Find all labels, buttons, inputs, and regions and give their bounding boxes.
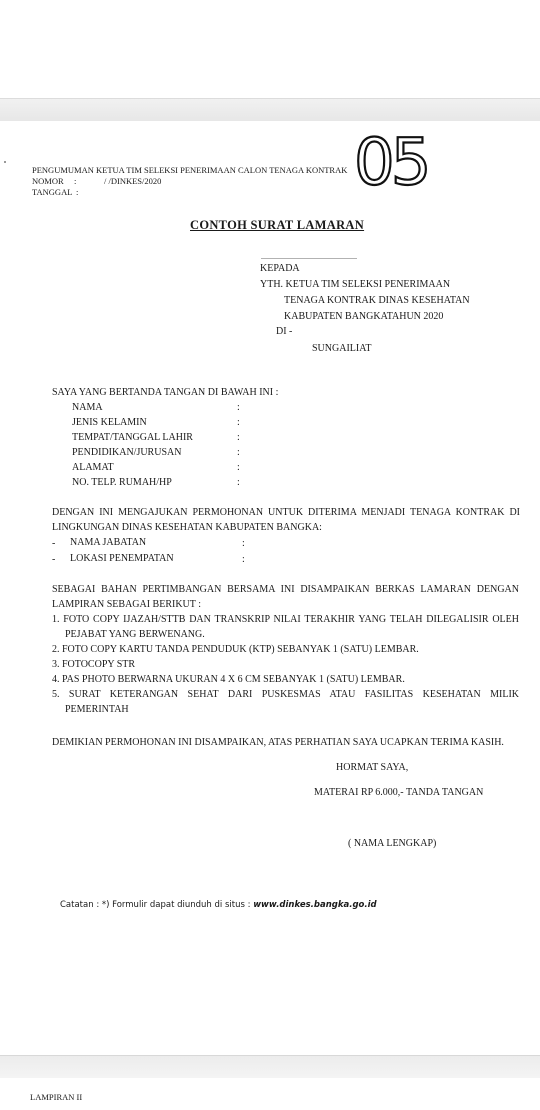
field-ttl-label: TEMPAT/TANGGAL LAHIR — [72, 432, 193, 443]
attachment-item-5: 5. SURAT KETERANGAN SEHAT DARI PUSKESMAS ATAU FASILITAS KESEHATAN MILIK — [52, 689, 519, 700]
nomor-label: NOMOR — [32, 176, 64, 186]
intro-line: SAYA YANG BERTANDA TANGAN DI BAWAH INI : — [52, 387, 279, 398]
field-alamat-sep: : — [237, 462, 240, 473]
document-title: CONTOH SURAT LAMARAN — [190, 218, 365, 232]
recipient-line-1: YTH. KETUA TIM SELEKSI PENERIMAAN — [260, 279, 451, 290]
signature-hormat: HORMAT SAYA, — [336, 762, 409, 773]
request-jabatan-sep: : — [242, 538, 245, 549]
field-jenis-kelamin-sep: : — [237, 417, 240, 428]
handwritten-number-05 — [354, 130, 440, 192]
field-alamat-label: ALAMAT — [72, 462, 114, 473]
request-bullet-2: - — [52, 554, 56, 565]
nomor-value: / /DINKES/2020 — [104, 176, 162, 186]
svg-text:05: 05 — [354, 130, 428, 192]
field-pendidikan-label: PENDIDIKAN/JURUSAN — [72, 447, 182, 458]
field-nama-sep: : — [237, 402, 240, 413]
attachments-line-1: SEBAGAI BAHAN PERTIMBANGAN BERSAMA INI DISAMPAIKAN BERKAS LAMARAN DENGAN — [52, 584, 519, 595]
field-telp-sep: : — [237, 477, 240, 488]
recipient-city: SUNGAILIAT — [312, 343, 372, 354]
announcement-line: PENGUMUMAN KETUA TIM SELEKSI PENERIMAAN CALON TENAGA KONTRAK — [32, 165, 348, 175]
attachment-item-1-cont: PEJABAT YANG BERWENANG. — [65, 629, 205, 640]
field-telp-label: NO. TELP. RUMAH/HP — [72, 477, 172, 488]
page-separator-top — [0, 98, 540, 122]
note-line — [60, 901, 377, 910]
field-ttl-sep: : — [237, 432, 240, 443]
attachment-item-1: 1. FOTO COPY IJAZAH/STTB DAN TRANSKRIP NILAI TERAKHIR YANG TELAH DILEGALISIR OLEH — [52, 614, 519, 625]
margin-mark — [4, 161, 6, 163]
page-separator-bottom — [0, 1055, 540, 1078]
attachment-item-2: 2. FOTO COPY KARTU TANDA PENDUDUK (KTP) SEBANYAK 1 (SATU) LEMBAR. — [52, 644, 419, 655]
tanggal-separator: : — [76, 187, 79, 197]
signature-materai: MATERAI RP 6.000,- TANDA TANGAN — [314, 787, 484, 798]
recipient-di: DI - — [276, 326, 293, 337]
note-prefix: Catatan : *) Formulir dapat diunduh di situs : — [60, 900, 254, 910]
recipient-line-3: KABUPATEN BANGKATAHUN 2020 — [284, 311, 444, 322]
request-line-1: DENGAN INI MENGAJUKAN PERMOHONAN UNTUK DITERIMA MENJADI TENAGA KONTRAK DI — [52, 507, 520, 518]
request-line-2: LINGKUNGAN DINAS KESEHATAN KABUPATEN BANGKA: — [52, 522, 322, 533]
tanggal-label: TANGGAL — [32, 187, 73, 197]
closing-line: DEMIKIAN PERMOHONAN INI DISAMPAIKAN, ATAS PERHATIAN SAYA UCAPKAN TERIMA KASIH. — [52, 737, 504, 748]
attachment-item-5-cont: PEMERINTAH — [65, 704, 129, 715]
request-jabatan-label: NAMA JABATAN — [70, 537, 147, 548]
field-nama-label: NAMA — [72, 402, 103, 413]
request-lokasi-label: LOKASI PENEMPATAN — [70, 553, 174, 564]
field-jenis-kelamin-label: JENIS KELAMIN — [72, 417, 147, 428]
recipient-kepada: KEPADA — [260, 263, 300, 274]
field-pendidikan-sep: : — [237, 447, 240, 458]
request-lokasi-sep: : — [242, 554, 245, 565]
attachment-item-4: 4. PAS PHOTO BERWARNA UKURAN 4 X 6 CM SEBANYAK 1 (SATU) LEMBAR. — [52, 674, 405, 685]
nomor-separator: : — [74, 176, 77, 186]
recipient-line-2: TENAGA KONTRAK DINAS KESEHATAN — [284, 295, 470, 306]
signature-name: ( NAMA LENGKAP) — [348, 838, 437, 849]
footer-lampiran: LAMPIRAN II — [30, 1092, 83, 1102]
note-url[interactable]: www.dinkes.bangka.go.id — [253, 900, 377, 910]
attachments-line-2: LAMPIRAN SEBAGAI BERIKUT : — [52, 599, 201, 610]
top-blank-area — [0, 0, 540, 98]
date-placeholder: ................................................ — [261, 252, 357, 261]
request-bullet-1: - — [52, 538, 56, 549]
attachment-item-3: 3. FOTOCOPY STR — [52, 659, 136, 670]
